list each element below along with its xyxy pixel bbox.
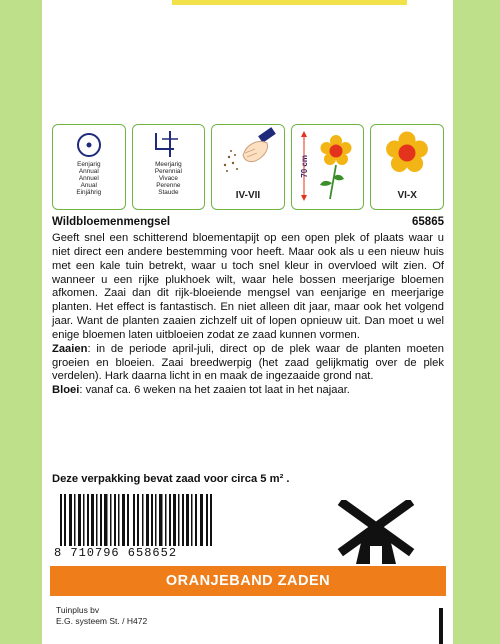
flowering-icon-box bbox=[370, 124, 444, 210]
flower-icon bbox=[377, 125, 437, 181]
sowing-label: Zaaien bbox=[52, 342, 88, 355]
bloom-paragraph bbox=[52, 384, 444, 398]
brand-banner bbox=[50, 566, 446, 596]
product-name: Wildbloemenmengsel bbox=[52, 216, 171, 228]
bloom-text: : vanaf ca. 6 weken na het zaaien tot laat in het najaar. bbox=[79, 384, 350, 397]
perennial-label: Meerjarig Perennial Vivace Perenne Staude bbox=[154, 161, 182, 196]
footer-company: Tuinplus bv bbox=[56, 605, 100, 615]
perennial-icon-box bbox=[132, 124, 206, 210]
sowing-icon-box bbox=[211, 124, 285, 210]
sowing-paragraph bbox=[52, 343, 444, 385]
windmill-logo-icon bbox=[326, 500, 426, 564]
coverage-note: Deze verpakking bevat zaad voor circa 5 m² . bbox=[52, 473, 290, 485]
flowering-period: VI-X bbox=[397, 190, 417, 201]
annual-icon-box bbox=[52, 124, 126, 210]
product-title-row bbox=[52, 216, 444, 228]
height-icon-box bbox=[291, 124, 365, 210]
barcode-number: 8 710796 658652 bbox=[54, 546, 229, 560]
perennial-symbol-icon bbox=[148, 125, 188, 161]
product-code: 65865 bbox=[412, 216, 444, 228]
bloom-label: Bloei bbox=[52, 384, 80, 397]
sowing-period: IV-VII bbox=[235, 190, 261, 201]
footer bbox=[56, 605, 147, 626]
height-flower-icon bbox=[292, 125, 366, 211]
seed-packet-back bbox=[42, 0, 453, 644]
icon-row bbox=[52, 124, 444, 210]
description-block bbox=[52, 232, 444, 398]
annual-circle-icon bbox=[69, 125, 109, 161]
top-color-strip bbox=[172, 0, 407, 5]
sowing-text: : in de periode april-juli, direct op de plek waar de planten moeten groeien en bloeien. Zaai breedwerpig (het zaad gelijkmatig over de plek verdelen). Hark daarna licht in en maak de ingezaaide grond nat. bbox=[52, 342, 444, 383]
footer-mark bbox=[439, 608, 443, 644]
brand-name: ORANJEBAND ZADEN bbox=[165, 573, 331, 589]
footer-address: E.G. systeem St. / H472 bbox=[56, 615, 148, 626]
sowing-hand-icon bbox=[215, 125, 281, 177]
height-label: 70 cm bbox=[299, 155, 309, 178]
annual-label: Eenjarig Annual Annuel Anual Einjährig bbox=[76, 161, 102, 196]
description-text: Geeft snel een schitterend bloementapijt op een open plek of plaats waar u niet direct een andere bestemming voor heeft. Maar ook als u een nieuw huis met een kale tuin betrekt, waar u toch snel kleur in overvloed wilt zien. Of wanneer u een rijke plukhoek wilt, waar hele bossen meerjarige bloemen afkomen. Zaai dan dit rijk-bloeiende mengsel van eenjarige en meerjarige planten. Het effect is fantastisch. En niet alleen dit jaar, maar ook het volgend jaar. Want de planten zaaien zichzelf uit of lopen opnieuw uit. Dan moet u wel enige bloemen laten uitbloeien zodat ze zaad kunnen vormen. bbox=[52, 232, 444, 341]
